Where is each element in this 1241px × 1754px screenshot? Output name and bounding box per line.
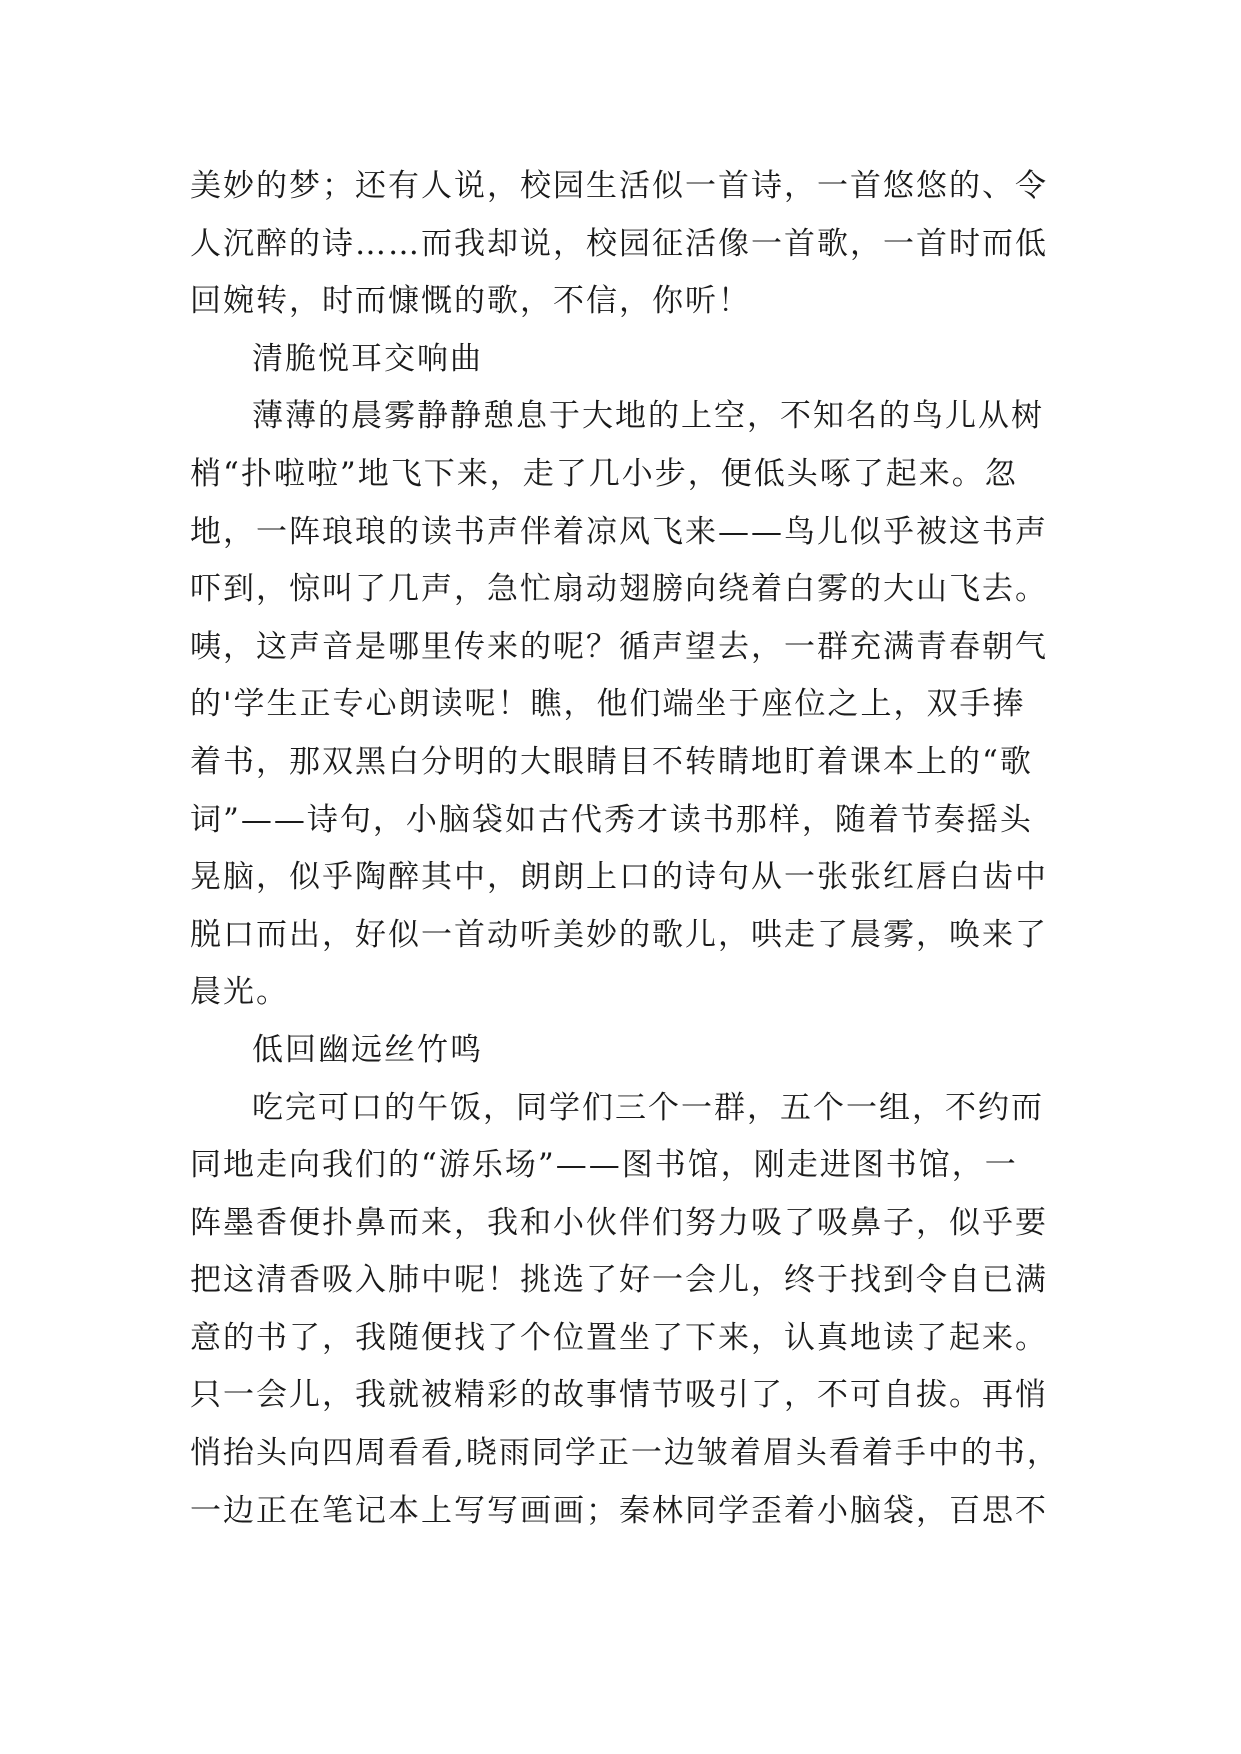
text-line: 吓到，惊叫了几声，急忙扇动翅膀向绕着白雾的大山飞去。 [190,571,1048,608]
text-line: 只一会儿，我就被精彩的故事情节吸引了，不可自拔。再悄 [190,1377,1048,1414]
text-line: 的'学生正专心朗读呢！瞧，他们端坐于座位之上，双手捧 [190,686,1026,723]
text-line: 阵墨香便扑鼻而来，我和小伙伴们努力吸了吸鼻子，似乎要 [190,1204,1048,1241]
text-line: 脱口而出，好似一首动听美妙的歌儿，哄走了晨雾，唤来了 [190,916,1048,953]
text-line: 人沉醉的诗……而我却说，校园征活像一首歌，一首时而低 [190,225,1048,262]
text-line: 薄薄的晨雾静静憩息于大地的上空，不知名的鸟儿从树 [252,398,1044,435]
section-heading: 低回幽远丝竹鸣 [252,1031,483,1068]
text-line: 晨光。 [190,974,289,1011]
text-line: 一边正在笔记本上写写画画；秦林同学歪着小脑袋，百思不 [190,1492,1048,1529]
text-line: 地，一阵琅琅的读书声伴着凉风飞来——鸟儿似乎被这书声 [190,513,1048,550]
text-line: 把这清香吸入肺中呢！挑选了好一会儿，终于找到令自已满 [190,1262,1048,1299]
text-line: 梢“扑啦啦”地飞下来，走了几小步，便低头啄了起来。忽 [190,455,1018,492]
text-line: 晃脑，似乎陶醉其中，朗朗上口的诗句从一张张红唇白齿中 [190,859,1048,896]
text-line: 意的书了，我随便找了个位置坐了下来，认真地读了起来。 [190,1319,1048,1356]
text-line: 咦，这声音是哪里传来的呢？循声望去，一群充满青春朝气 [190,628,1048,665]
text-line: 吃完可口的午饭，同学们三个一群，五个一组，不约而 [252,1089,1044,1126]
text-line: 词”——诗句，小脑袋如古代秀才读书那样，随着节奏摇头 [190,801,1033,838]
body-text [190,158,1070,1540]
text-line: 悄抬头向四周看看,晓雨同学正一边皱着眉头看着手中的书， [190,1435,1060,1472]
text-line: 回婉转，时而慷慨的歌，不信，你听！ [190,283,751,320]
text-line: 美妙的梦；还有人说，校园生活似一首诗，一首悠悠的、令 [190,168,1048,204]
section-heading: 清脆悦耳交响曲 [252,340,483,377]
text-line: 同地走向我们的“游乐场”——图书馆，刚走进图书馆，一 [190,1147,1018,1184]
text-line: 着书，那双黑白分明的大眼睛目不转睛地盯着课本上的“歌 [190,743,1033,780]
